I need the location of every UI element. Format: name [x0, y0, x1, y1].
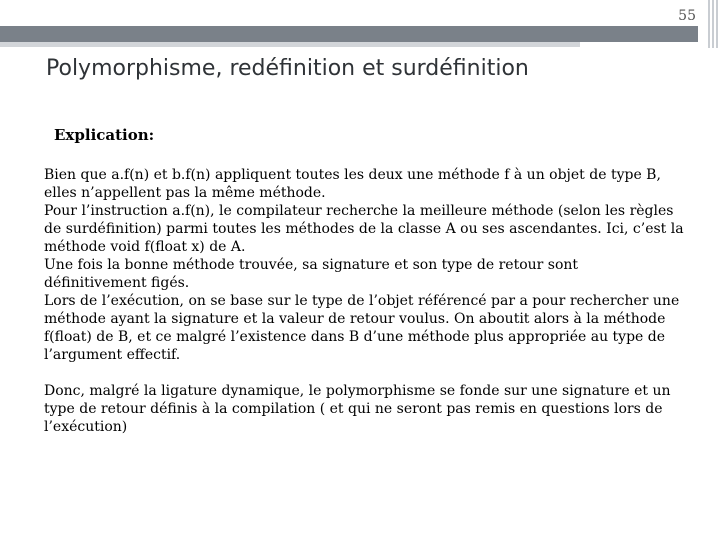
paragraph: Une fois la bonne méthode trouvée, sa signature et son type de retour sont définitivement figés. [44, 257, 579, 291]
page-number: 55 [678, 8, 696, 24]
header-bar-underline [0, 42, 580, 47]
section-subheading: Explication: [54, 126, 155, 144]
paragraph: Bien que a.f(n) et b.f(n) appliquent toutes les deux une méthode f à un objet de type B, elles n’appellent pas la même méthode. [44, 167, 661, 201]
body-text [44, 166, 684, 436]
header-bar [0, 26, 698, 42]
paragraph: Lors de l’exécution, on se base sur le type de l’objet référencé par a pour rechercher une méthode ayant la signature et la valeur de retour voulus. On aboutit alors à la méthode f(float) de B, et ce malgré l’existence dans B d’une méthode plus appropriée au type de l’argument effectif. [44, 293, 680, 363]
paragraph: Donc, malgré la ligature dynamique, le polymorphisme se fonde sur une signature et un type de retour définis à la compilation ( et qui ne seront pas remis en questions lors de l’exécution) [44, 383, 671, 435]
paragraph: Pour l’instruction a.f(n), le compilateur recherche la meilleure méthode (selon les règles de surdéfinition) parmi toutes les méthodes de la classe A ou ses ascendantes. Ici, c’est la méthode void f(float x) de A. [44, 203, 684, 255]
corner-decoration [706, 0, 720, 48]
slide-title: Polymorphisme, redéfinition et surdéfinition [46, 56, 529, 81]
